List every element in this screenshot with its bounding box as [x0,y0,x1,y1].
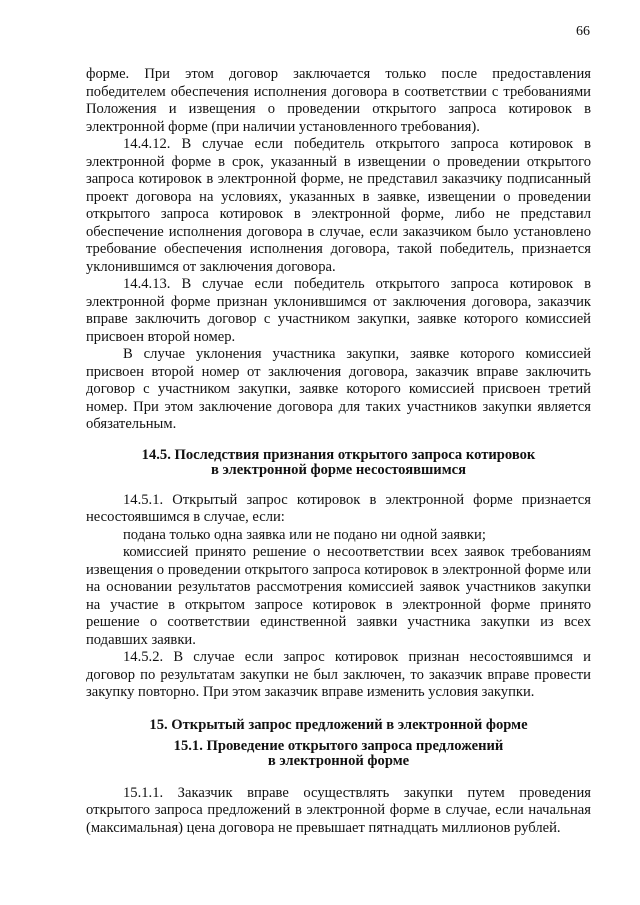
page-number: 66 [576,24,590,39]
paragraph-evasion: В случае уклонения участника закупки, заявке которого комиссией присвоен второй номер от заключения договора, заказчик вправе заключить договор с участником закупки, заявке которого комиссией присвоен третий номер. При этом заключение договора для таких участников закупки является обязательным. [86,346,591,432]
section-heading-15-1 [86,739,591,769]
section-heading-14-5 [86,448,591,478]
section-heading-14-5-line2: в электронной форме несостоявшимся [210,461,467,478]
paragraph-14-5-1: 14.5.1. Открытый запрос котировок в электронной форме признается несостоявшимся в случае, если: [86,491,591,525]
paragraph-14-4-13: 14.4.13. В случае если победитель открытого запроса котировок в электронной форме признан уклонившимся от заключения договора, заказчик вправе заключить договор с участником закупки, заявке которого комиссией присвоен второй номер. [86,276,591,345]
paragraph-commission-decision: комиссией принято решение о несоответствии всех заявок требованиям извещения о проведении открытого запроса котировок в электронной форме или на основании результатов рассмотрения комиссией заявок участников закупки на участие в открытом запросе котировок в электронной форме принято решение о соответствии единственной заявки участника закупки из всех подавших заявки. [86,544,591,648]
section-heading-15: 15. Открытый запрос предложений в электронной форме [149,716,528,733]
paragraph-14-5-2: 14.5.2. В случае если запрос котировок признан несостоявшимся и договор по результатам закупки не был заключен, то заказчик вправе провести закупку повторно. При этом заказчик вправе изменить условия закупки. [86,649,591,700]
section-heading-15-1-line1: 15.1. Проведение открытого запроса предложений [173,737,504,754]
document-body [86,66,591,837]
section-heading-15-1-line2: в электронной форме [267,752,410,769]
paragraph-15-1-1: 15.1.1. Заказчик вправе осуществлять закупки путем проведения открытого запроса предложений в электронной форме в случае, если начальная (максимальная) цена договора не превышает пятнадцать миллионов рублей. [86,784,591,836]
paragraph-single-bid: подана только одна заявка или не подано ни одной заявки; [123,526,486,543]
section-heading-14-5-line1: 14.5. Последствия признания открытого запроса котировок [141,446,536,463]
paragraph-14-4-12: 14.4.12. В случае если победитель открытого запроса котировок в электронной форме в срок, указанный в извещении о проведении открытого запроса котировок в электронной форме, не представил заказчику подписанный проект договора на условиях, указанных в заявке, извещении о проведении открытого запроса котировок в электронной форме, либо не представил обеспечение исполнения договора в случае, если заказчиком было установлено требование обеспечения исполнения договора, такой победитель, признается уклонившимся от заключения договора. [86,136,591,275]
paragraph-continuation: форме. При этом договор заключается только после предоставления победителем обеспечения исполнения договора в соответствии с требованиями Положения и извещения о проведении открытого запроса котировок в электронной форме (при наличии установленного требования). [86,66,591,135]
